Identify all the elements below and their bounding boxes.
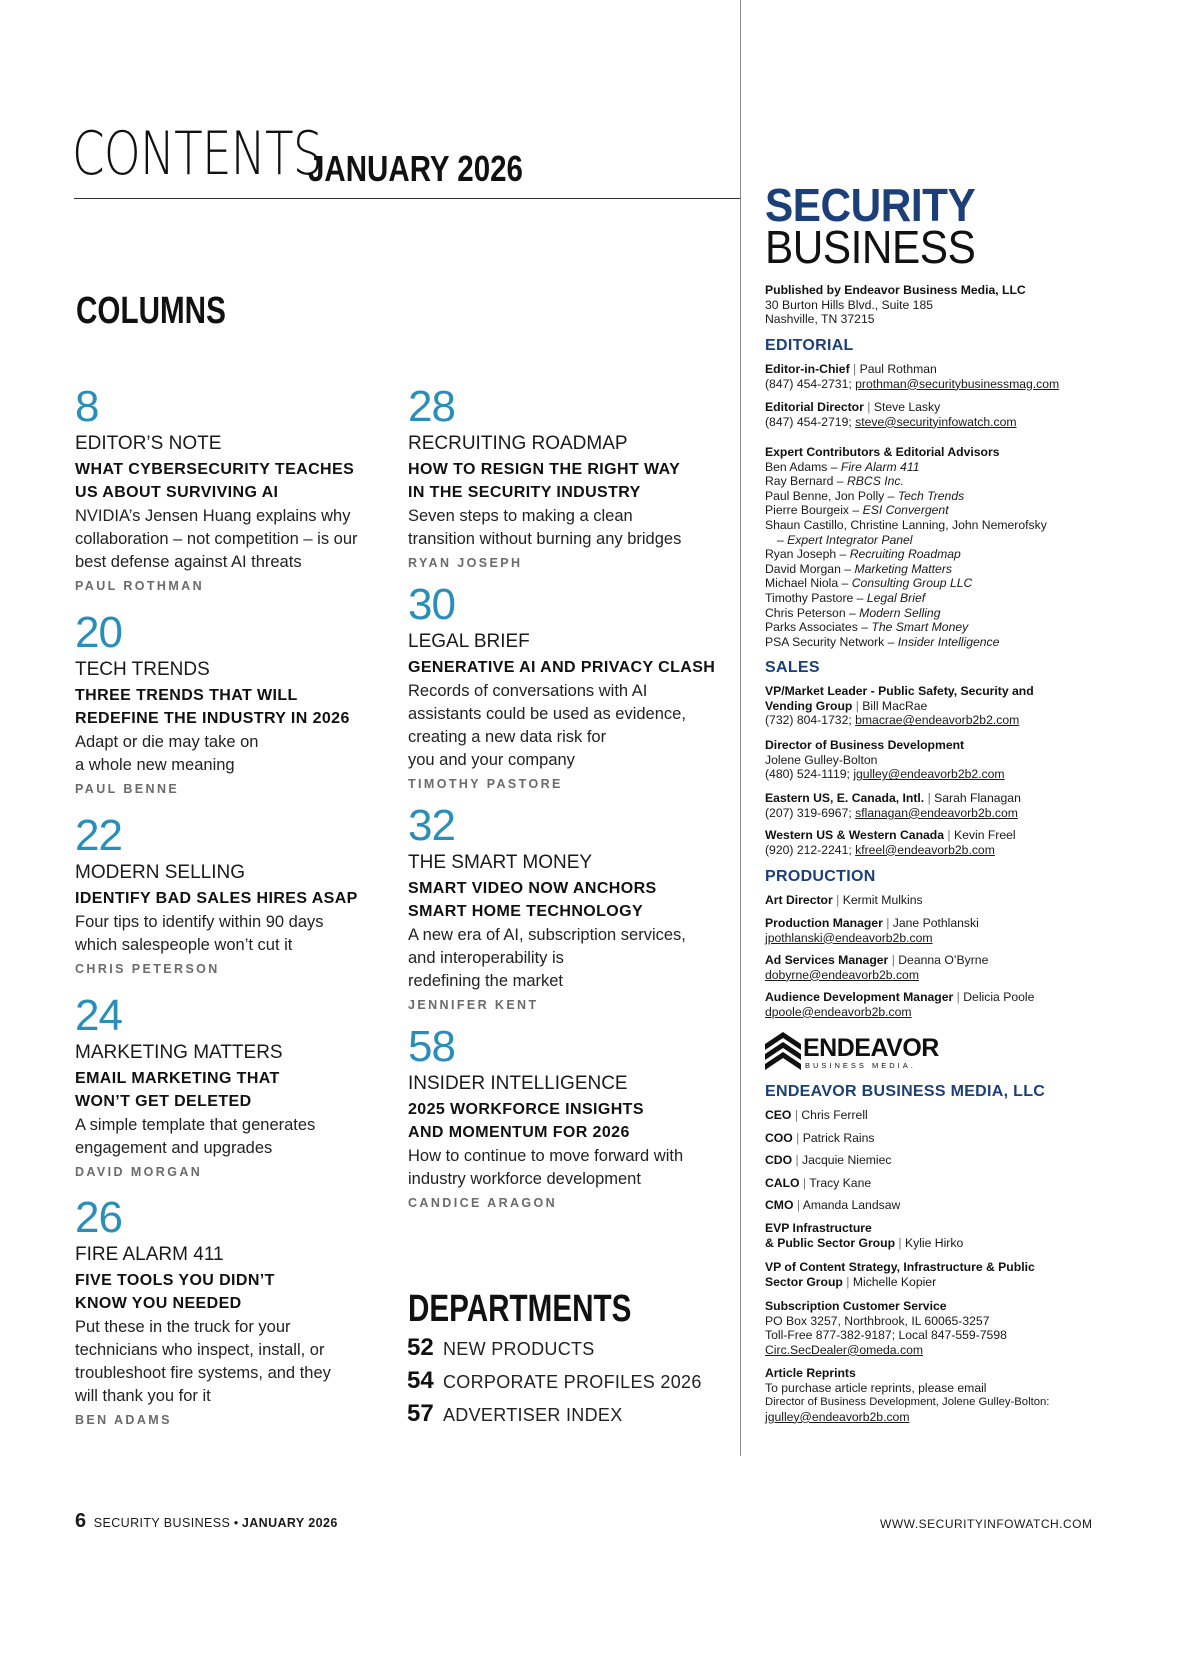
editorial-heading: EDITORIAL bbox=[765, 337, 854, 354]
dek: A simple template that generates engagement and upgrades bbox=[75, 1115, 316, 1157]
headline: SMART VIDEO NOW ANCHORS SMART HOME TECHNOLOGY bbox=[408, 879, 657, 920]
email-link[interactable]: kfreel@endeavorb2b.com bbox=[855, 842, 995, 857]
column-name: EDITOR’S NOTE bbox=[75, 433, 222, 454]
toc-entry-24[interactable] bbox=[75, 991, 395, 1179]
ebm-officers: CEO | Chris Ferrell COO | Patrick Rains CDO | Jacquie Niemiec CALO | Tracy Kane CMO | Amanda Landsaw bbox=[765, 1108, 901, 1213]
page-number: 8 bbox=[75, 382, 99, 431]
page-number: 32 bbox=[408, 801, 455, 850]
toc-entry-20[interactable] bbox=[75, 608, 395, 796]
audience-development-manager: Audience Development Manager | Delicia Poole dpoole@endeavorb2b.com bbox=[765, 990, 1085, 1019]
dek: Adapt or die may take on a whole new meaning bbox=[75, 732, 259, 774]
ebm-heading: ENDEAVOR BUSINESS MEDIA, LLC bbox=[765, 1083, 1046, 1100]
column-name: FIRE ALARM 411 bbox=[75, 1244, 224, 1265]
email-link[interactable]: jgulley@endeavorb2b.com bbox=[765, 1409, 910, 1424]
column-name: MARKETING MATTERS bbox=[75, 1042, 283, 1063]
department-label: CORPORATE PROFILES 2026 bbox=[443, 1372, 702, 1392]
department-item[interactable] bbox=[407, 1400, 702, 1433]
art-director: Art Director | Kermit Mulkins bbox=[765, 893, 923, 907]
dek: Four tips to identify within 90 days which salespeople won’t cut it bbox=[75, 912, 324, 954]
page-footer bbox=[75, 1510, 338, 1533]
dek: Put these in the truck for your technicians who inspect, install, or troubleshoot fire systems, and they will thank you for it bbox=[75, 1317, 331, 1405]
headline: GENERATIVE AI AND PRIVACY CLASH bbox=[408, 658, 716, 676]
contents-word: CONTENTS bbox=[72, 119, 322, 189]
endeavor-chevron-icon bbox=[765, 1030, 805, 1070]
column-name: THE SMART MONEY bbox=[408, 852, 593, 873]
email-link[interactable]: jpothlanski@endeavorb2b.com bbox=[765, 930, 933, 945]
magazine-logo-security: SECURITY bbox=[765, 179, 976, 231]
email-link[interactable]: steve@securityinfowatch.com bbox=[855, 414, 1017, 429]
page-number: 58 bbox=[408, 1022, 455, 1071]
title-rule bbox=[74, 198, 740, 199]
sales-east: Eastern US, E. Canada, Intl. | Sarah Flanagan (207) 319-6967; sflanagan@endeavorb2b.com bbox=[765, 791, 1021, 820]
headline: THREE TRENDS THAT WILL REDEFINE THE INDUSTRY IN 2026 bbox=[75, 686, 350, 727]
magazine-logo-business: BUSINESS bbox=[765, 221, 976, 273]
dek: Seven steps to making a clean transition without burning any bridges bbox=[408, 506, 682, 548]
contributors-list: Expert Contributors & Editorial Advisors Ben Adams – Fire Alarm 411 Ray Bernard – RBCS Inc. Paul Benne, Jon Polly – Tech Trends Pierre Bourgeix – ESI Convergent Shaun Castillo, Christine Lanning, John Nemerofsky – Expert Integrator Panel Ryan Joseph – Recruiting Roadmap David Morgan – Marketing Matters Michael Niola – Consulting Group LLC Timothy Pastore – Legal Brief Chris Peterson – Modern Selling Parks Associates – The Smart Money PSA Security Network – Insider Intelligence bbox=[765, 445, 1047, 649]
dek: How to continue to move forward with industry workforce development bbox=[408, 1146, 684, 1188]
endeavor-logo bbox=[765, 1030, 939, 1074]
column-name: LEGAL BRIEF bbox=[408, 631, 530, 652]
toc-entry-8[interactable] bbox=[75, 382, 395, 593]
byline: TIMOTHY PASTORE bbox=[408, 776, 563, 791]
ad-services-manager: Ad Services Manager | Deanna O’Byrne dobyrne@endeavorb2b.com bbox=[765, 953, 1085, 982]
email-link[interactable]: dobyrne@endeavorb2b.com bbox=[765, 967, 919, 982]
evp-infrastructure: EVP Infrastructure & Public Sector Group | Kylie Hirko bbox=[765, 1221, 964, 1250]
publisher-info: Published by Endeavor Business Media, LLC 30 Burton Hills Blvd., Suite 185 Nashville, TN 37215 bbox=[765, 283, 1026, 327]
dek: A new era of AI, subscription services, and interoperability is redefining the market bbox=[408, 925, 686, 990]
footer-url[interactable]: WWW.SECURITYINFOWATCH.COM bbox=[880, 1517, 1093, 1531]
page-number: 52 bbox=[407, 1334, 434, 1361]
endeavor-subtitle: BUSINESS MEDIA. bbox=[805, 1061, 916, 1070]
page-title bbox=[72, 119, 523, 189]
page-number: 28 bbox=[408, 382, 455, 431]
page-number: 6 bbox=[75, 1510, 87, 1532]
page-number: 20 bbox=[75, 608, 122, 657]
byline: RYAN JOSEPH bbox=[408, 555, 523, 570]
department-item[interactable] bbox=[407, 1334, 702, 1367]
email-link[interactable]: bmacrae@endeavorb2b2.com bbox=[855, 713, 1020, 728]
column-name: TECH TRENDS bbox=[75, 659, 210, 680]
toc-entry-32[interactable] bbox=[408, 801, 728, 1012]
department-label: NEW PRODUCTS bbox=[443, 1339, 595, 1359]
byline: BEN ADAMS bbox=[75, 1412, 172, 1427]
email-link[interactable]: prothman@securitybusinessmag.com bbox=[855, 376, 1060, 391]
headline: 2025 WORKFORCE INSIGHTS AND MOMENTUM FOR 2026 bbox=[408, 1100, 644, 1141]
endeavor-wordmark: ENDEAVOR bbox=[803, 1034, 939, 1062]
email-link[interactable]: dpoole@endeavorb2b.com bbox=[765, 1004, 912, 1019]
byline: PAUL ROTHMAN bbox=[75, 578, 205, 593]
byline: CANDICE ARAGON bbox=[408, 1195, 558, 1210]
departments-list bbox=[407, 1334, 702, 1433]
departments-heading: DEPARTMENTS bbox=[408, 1288, 632, 1330]
page-number: 57 bbox=[407, 1400, 434, 1427]
byline: PAUL BENNE bbox=[75, 781, 180, 796]
production-manager: Production Manager | Jane Pothlanski jpothlanski@endeavorb2b.com bbox=[765, 916, 1085, 945]
article-reprints: Article Reprints To purchase article reprints, please email Director of Business Development, Jolene Gulley-Bolton: jgulley@endeavorb2b.com bbox=[765, 1366, 1085, 1424]
email-link[interactable]: jgulley@endeavorb2b2.com bbox=[853, 767, 1005, 782]
email-link[interactable]: sflanagan@endeavorb2b.com bbox=[855, 805, 1018, 820]
page-number: 54 bbox=[407, 1367, 434, 1394]
byline: DAVID MORGAN bbox=[75, 1164, 203, 1179]
sales-bd: Director of Business Development Jolene Gulley-Bolton (480) 524-1119; jgulley@endeavorb2b2.com bbox=[765, 738, 1005, 782]
footer-bullet: • bbox=[233, 1516, 239, 1530]
dek: NVIDIA’s Jensen Huang explains why collaboration – not competition – is our best defense against AI threats bbox=[75, 506, 358, 571]
headline: WHAT CYBERSECURITY TEACHES US ABOUT SURVIVING AI bbox=[75, 460, 355, 501]
column-name: RECRUITING ROADMAP bbox=[408, 433, 628, 454]
sales-heading: SALES bbox=[765, 659, 820, 676]
toc-entry-28[interactable] bbox=[408, 382, 728, 570]
headline: FIVE TOOLS YOU DIDN’T KNOW YOU NEEDED bbox=[75, 1271, 275, 1312]
editorial-director: Editorial Director | Steve Lasky (847) 454-2719; steve@securityinfowatch.com bbox=[765, 400, 1017, 429]
subscription-service: Subscription Customer Service PO Box 3257, Northbrook, IL 60065-3257 Toll-Free 877-382-9187; Local 847-559-7598 Circ.SecDealer@omeda.com bbox=[765, 1299, 1085, 1357]
footer-magazine: SECURITY BUSINESS bbox=[93, 1516, 231, 1530]
toc-entry-30[interactable] bbox=[408, 580, 728, 791]
toc-entry-58[interactable] bbox=[408, 1022, 728, 1210]
email-link[interactable]: Circ.SecDealer@omeda.com bbox=[765, 1342, 923, 1357]
issue-date: JANUARY 2026 bbox=[308, 148, 523, 189]
production-heading: PRODUCTION bbox=[765, 868, 876, 885]
column-name: INSIDER INTELLIGENCE bbox=[408, 1073, 628, 1094]
toc-entry-26[interactable] bbox=[75, 1193, 395, 1427]
columns-heading: COLUMNS bbox=[76, 290, 226, 332]
toc-entry-22[interactable] bbox=[75, 811, 395, 976]
page-number: 24 bbox=[75, 991, 122, 1040]
vp-content-strategy: VP of Content Strategy, Infrastructure & Public Sector Group | Michelle Kopier bbox=[765, 1260, 1035, 1289]
page-number: 22 bbox=[75, 811, 122, 860]
page-number: 26 bbox=[75, 1193, 122, 1242]
byline: JENNIFER KENT bbox=[408, 997, 539, 1012]
column-divider bbox=[740, 0, 741, 1456]
column-name: MODERN SELLING bbox=[75, 862, 245, 883]
sales-vp: VP/Market Leader - Public Safety, Security and Vending Group | Bill MacRae (732) 804-1732; bmacrae@endeavorb2b2.com bbox=[765, 684, 1034, 728]
editor-in-chief: Editor-in-Chief | Paul Rothman (847) 454-2731; prothman@securitybusinessmag.com bbox=[765, 362, 1060, 391]
sales-west: Western US & Western Canada | Kevin Freel (920) 212-2241; kfreel@endeavorb2b.com bbox=[765, 828, 1016, 857]
dek: Records of conversations with AI assistants could be used as evidence, creating a new data risk for you and your company bbox=[408, 681, 686, 769]
headline: EMAIL MARKETING THAT WON’T GET DELETED bbox=[75, 1069, 280, 1110]
footer-issue: JANUARY 2026 bbox=[241, 1516, 338, 1530]
department-label: ADVERTISER INDEX bbox=[443, 1405, 623, 1425]
headline: HOW TO RESIGN THE RIGHT WAY IN THE SECURITY INDUSTRY bbox=[408, 460, 681, 501]
page-number: 30 bbox=[408, 580, 455, 629]
headline: IDENTIFY BAD SALES HIRES ASAP bbox=[75, 889, 358, 907]
byline: CHRIS PETERSON bbox=[75, 961, 220, 976]
department-item[interactable] bbox=[407, 1367, 702, 1400]
